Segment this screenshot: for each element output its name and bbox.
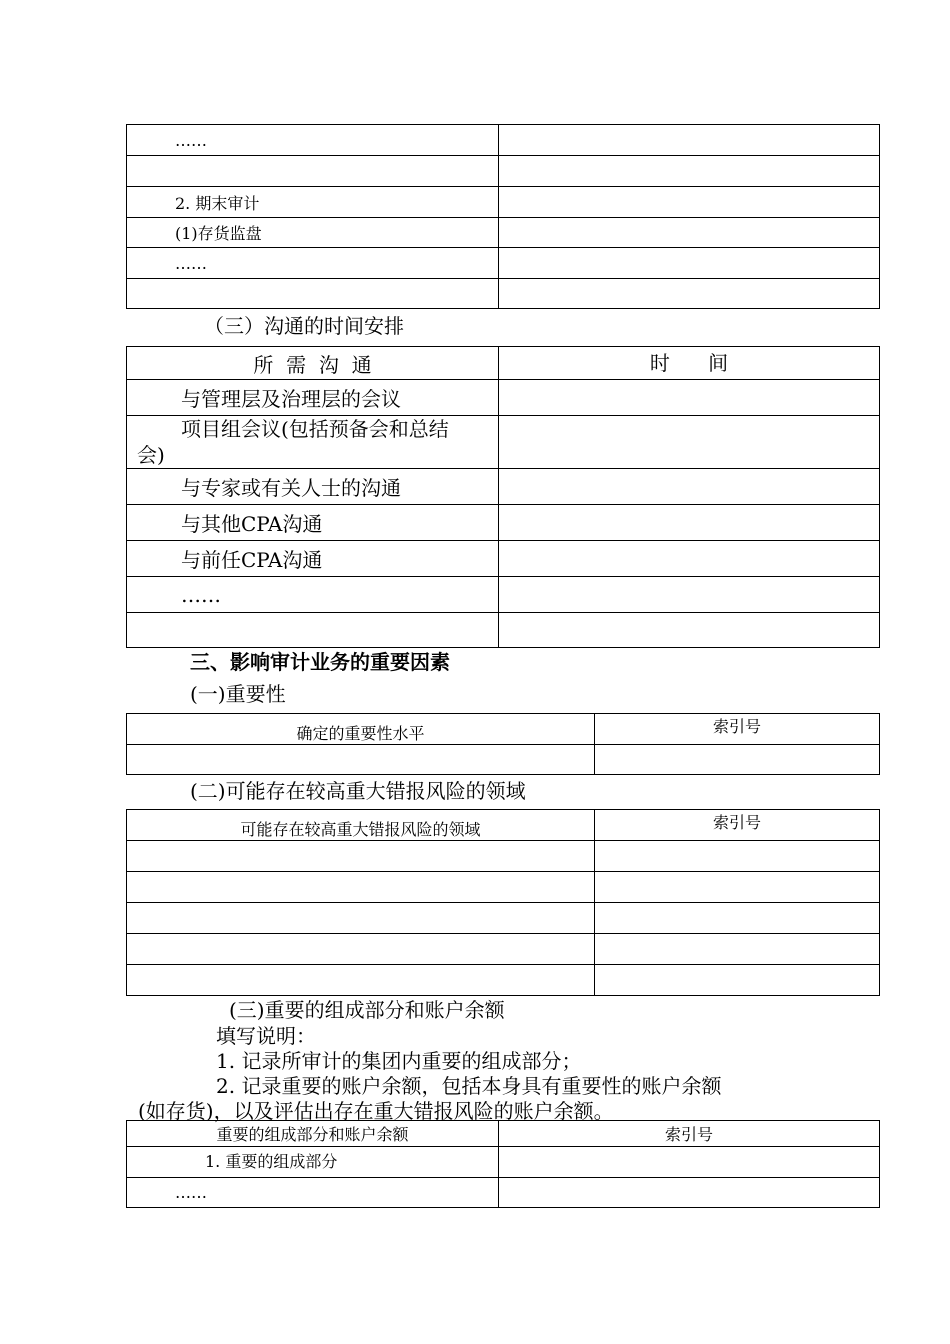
table-cell xyxy=(499,279,880,309)
table-cell xyxy=(499,505,880,541)
table-cell xyxy=(499,577,880,613)
materiality-table xyxy=(126,713,880,775)
table-row xyxy=(127,279,880,309)
table-row xyxy=(127,841,880,872)
table-cell: 2. 期末审计 xyxy=(175,193,260,213)
table-header-row xyxy=(127,810,880,841)
table-row xyxy=(127,187,880,218)
table-row xyxy=(127,613,880,648)
table-row xyxy=(127,125,880,156)
table-cell xyxy=(127,903,595,934)
table-cell xyxy=(127,156,499,187)
table-row xyxy=(127,872,880,903)
section-heading: （三）沟通的时间安排 xyxy=(204,314,404,338)
table-row xyxy=(127,577,880,613)
table-cell: 项目组会议(包括预备会和总结 xyxy=(181,417,449,441)
table-cell xyxy=(499,156,880,187)
column-header: 时 间 xyxy=(649,351,729,375)
column-header: 确定的重要性水平 xyxy=(296,724,425,743)
table-cell xyxy=(499,218,880,248)
table-header-row xyxy=(127,1121,880,1147)
risk-areas-table xyxy=(126,809,880,996)
subsection-heading: (一)重要性 xyxy=(190,682,286,706)
table-cell: …… xyxy=(175,1183,207,1202)
table-row xyxy=(127,541,880,577)
table-header-row xyxy=(127,714,880,745)
table-cell xyxy=(499,1178,880,1208)
table-row xyxy=(127,248,880,279)
communication-schedule-table xyxy=(126,346,880,648)
table-row xyxy=(127,745,880,775)
table-cell: …… xyxy=(175,130,207,150)
table-cell: (1)存货监盘 xyxy=(175,224,262,243)
table-cell-continuation: 会) xyxy=(137,443,165,467)
table-cell xyxy=(127,872,595,903)
column-header: 索引号 xyxy=(712,717,761,736)
table-cell xyxy=(595,965,880,996)
table-cell xyxy=(499,613,880,648)
table-cell xyxy=(595,841,880,872)
table-cell xyxy=(499,380,880,416)
table-cell xyxy=(499,541,880,577)
instruction-item: 2. 记录重要的账户余额，包括本身具有重要性的账户余额 xyxy=(216,1074,722,1098)
table-row xyxy=(127,965,880,996)
column-header: 索引号 xyxy=(712,813,761,832)
table-cell xyxy=(127,613,499,648)
table-row xyxy=(127,934,880,965)
audit-schedule-table xyxy=(126,124,880,309)
instruction-item: 1. 记录所审计的集团内重要的组成部分； xyxy=(216,1049,582,1073)
instruction-item-continuation: (如存货)，以及评估出存在重大错报风险的账户余额。 xyxy=(138,1099,614,1123)
instructions-title: 填写说明： xyxy=(216,1024,316,1048)
table-cell: 与前任CPA沟通 xyxy=(181,548,323,572)
table-cell xyxy=(499,416,880,469)
subsection-heading: (三)重要的组成部分和账户余额 xyxy=(229,998,505,1022)
table-row xyxy=(127,1178,880,1208)
column-header: 可能存在较高重大错报风险的领域 xyxy=(240,820,481,839)
table-row xyxy=(127,469,880,505)
table-row xyxy=(127,218,880,248)
table-cell: 与专家或有关人士的沟通 xyxy=(181,476,401,500)
table-row xyxy=(127,380,880,416)
table-row xyxy=(127,903,880,934)
section-title: 三、影响审计业务的重要因素 xyxy=(190,650,450,674)
table-cell xyxy=(499,469,880,505)
column-header: 所 需 沟 通 xyxy=(253,352,372,377)
table-cell: …… xyxy=(181,582,221,607)
table-cell xyxy=(595,872,880,903)
column-header: 重要的组成部分和账户余额 xyxy=(216,1125,409,1144)
table-row xyxy=(127,505,880,541)
subsection-heading: (二)可能存在较高重大错报风险的领域 xyxy=(190,779,526,803)
table-cell xyxy=(127,279,499,309)
components-table xyxy=(126,1120,880,1208)
table-cell xyxy=(127,934,595,965)
table-cell xyxy=(595,745,880,775)
table-cell: 1. 重要的组成部分 xyxy=(205,1152,338,1171)
table-cell xyxy=(499,187,880,218)
table-cell: 与其他CPA沟通 xyxy=(181,512,323,536)
table-cell xyxy=(595,934,880,965)
table-cell: …… xyxy=(175,253,207,273)
table-cell xyxy=(595,903,880,934)
table-cell xyxy=(499,1147,880,1178)
table-header-row xyxy=(127,347,880,380)
table-cell xyxy=(127,745,595,775)
table-cell xyxy=(499,125,880,156)
table-row xyxy=(127,416,880,469)
table-row xyxy=(127,156,880,187)
table-cell xyxy=(499,248,880,279)
table-cell: 与管理层及治理层的会议 xyxy=(181,387,401,411)
column-header: 索引号 xyxy=(664,1125,713,1144)
table-cell xyxy=(127,841,595,872)
table-row xyxy=(127,1147,880,1178)
table-cell xyxy=(127,965,595,996)
